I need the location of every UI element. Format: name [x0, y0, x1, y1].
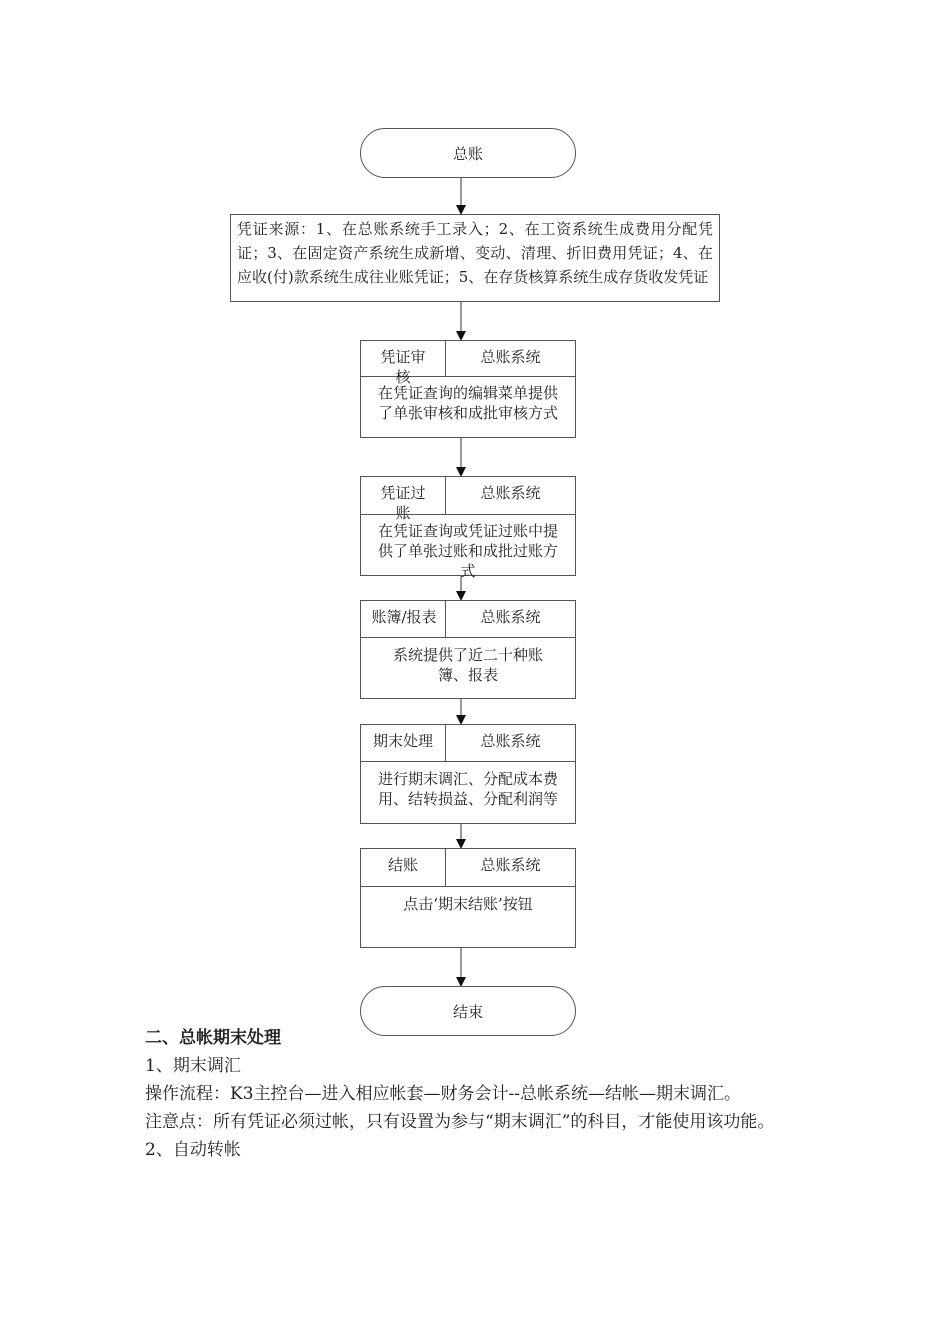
step-name: 结账: [361, 849, 446, 886]
step-system: 总账系统: [480, 732, 541, 750]
step-system: 总账系统: [480, 348, 541, 366]
step-header: [361, 725, 575, 762]
section-title: 二、总帐期末处理: [145, 1028, 281, 1048]
note-paragraph: 注意点：所有凭证必须过帐，只有设置为参与“期末调汇”的科目，才能使用该功能。: [145, 1112, 775, 1132]
subsection-auto-transfer: 2、自动转帐: [145, 1140, 241, 1160]
step-description: 进行期末调汇、分配成本费用、结转损益、分配利润等: [377, 770, 558, 808]
flow-start-label: 总账: [452, 144, 483, 163]
step-header: [361, 341, 575, 386]
process-paragraph: 操作流程：K3主控台—进入相应帐套—财务会计--总帐系统—结帐—期末调汇。: [145, 1084, 742, 1104]
flow-start-node: [360, 128, 576, 178]
step-name: 凭证审核: [361, 341, 446, 376]
flow-step-voucher-audit: [360, 340, 576, 438]
subsection-period-end-exchange: 1、期末调汇: [145, 1056, 241, 1076]
step-system: 总账系统: [480, 856, 541, 874]
voucher-source-text: 凭证来源：1、在总账系统手工录入；2、在工资系统生成费用分配凭证；3、在固定资产系统生成新增、变动、清理、折旧费用凭证；4、在应收(付)款系统生成往业账凭证；5、在存货核算系统生成存货收发凭证: [237, 220, 713, 286]
step-description: 点击‘期末结账’按钮: [403, 895, 533, 913]
flow-step-voucher-posting: [360, 476, 576, 580]
document-text: [145, 1024, 815, 1164]
step-description: 在凭证查询或凭证过账中提供了单张过账和成批过账方式: [377, 522, 558, 580]
step-name: 期末处理: [361, 725, 446, 761]
step-system: 总账系统: [480, 608, 541, 626]
step-name: 凭证过账: [361, 477, 446, 514]
step-system: 总账系统: [480, 484, 541, 502]
step-description: 系统提供了近二十种账簿、报表: [392, 646, 543, 684]
flow-step-ledger-reports: [360, 600, 576, 699]
step-header: [361, 477, 575, 522]
step-header: [361, 849, 575, 887]
flow-end-label: 结束: [452, 1002, 483, 1021]
voucher-source-box: [230, 214, 720, 302]
flow-step-period-end: [360, 724, 576, 824]
flow-step-closing: [360, 848, 576, 948]
step-description: 在凭证查询的编辑菜单提供了单张审核和成批审核方式: [377, 384, 558, 422]
step-header: [361, 601, 575, 638]
step-name: 账簿/报表: [361, 601, 446, 637]
